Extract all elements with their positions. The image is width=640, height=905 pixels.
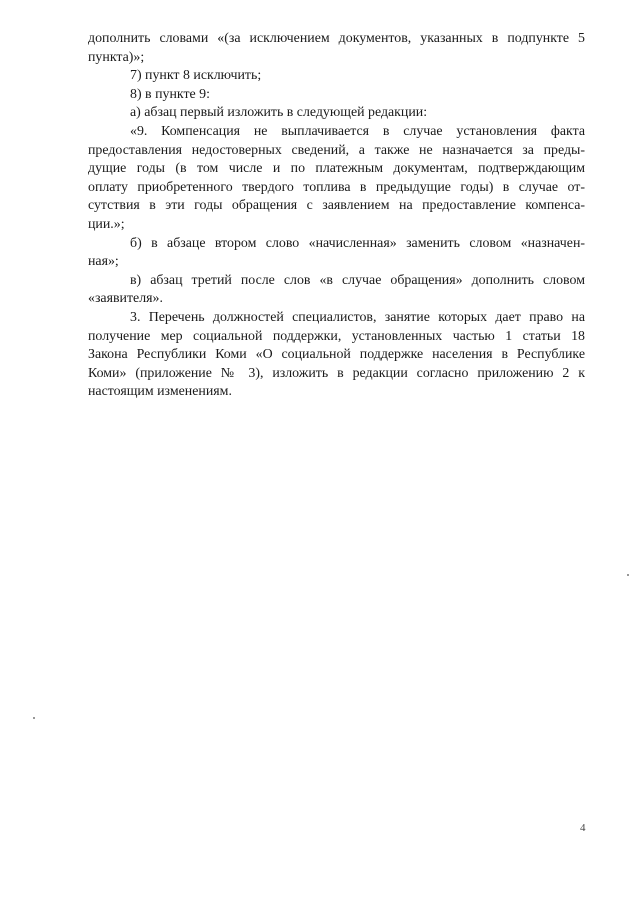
text-line: «заявителя».	[88, 291, 163, 307]
text-line: 7) пункт 8 исключить;	[130, 68, 262, 84]
scan-speck	[627, 574, 629, 576]
text-line: в) абзац третий после слов «в случае обращения» дополнить словом	[130, 272, 585, 288]
text-line: настоящим изменениям.	[88, 384, 232, 400]
text-line: дущие годы (в том числе и по платежным документам, подтверждающим	[88, 161, 585, 177]
text-line: дополнить словами «(за исключением документов, указанных в подпункте 5	[88, 31, 585, 46]
text-line: сутствия в эти годы обращения с заявлением на предоставление компенса-	[88, 198, 585, 214]
text-line: предоставления недостоверных сведений, а также не назначается за преды-	[88, 142, 585, 158]
text-line: 8) в пункте 9:	[130, 86, 210, 102]
document-body	[88, 30, 585, 402]
text-line: б) в абзаце втором слово «начисленная» заменить словом «назначен-	[130, 235, 585, 251]
text-line: ции.»;	[88, 216, 125, 232]
text-line: Коми» (приложение № 3), изложить в редакции согласно приложению 2 к	[88, 365, 585, 381]
text-line: пункта)»;	[88, 49, 145, 65]
page-number: 4	[580, 822, 586, 834]
scan-speck	[33, 717, 35, 719]
text-line: 3. Перечень должностей специалистов, занятие которых дает право на	[130, 309, 585, 325]
text-line: получение мер социальной поддержки, установленных частью 1 статьи 18	[88, 328, 585, 344]
text-line: ная»;	[88, 254, 119, 270]
text-line: оплату приобретенного твердого топлива в предыдущие годы) в случае от-	[88, 179, 585, 195]
text-line: «9. Компенсация не выплачивается в случае установления факта	[130, 123, 585, 139]
text-line: Закона Республики Коми «О социальной поддержке населения в Республике	[88, 347, 585, 363]
text-line: а) абзац первый изложить в следующей редакции:	[130, 105, 428, 121]
